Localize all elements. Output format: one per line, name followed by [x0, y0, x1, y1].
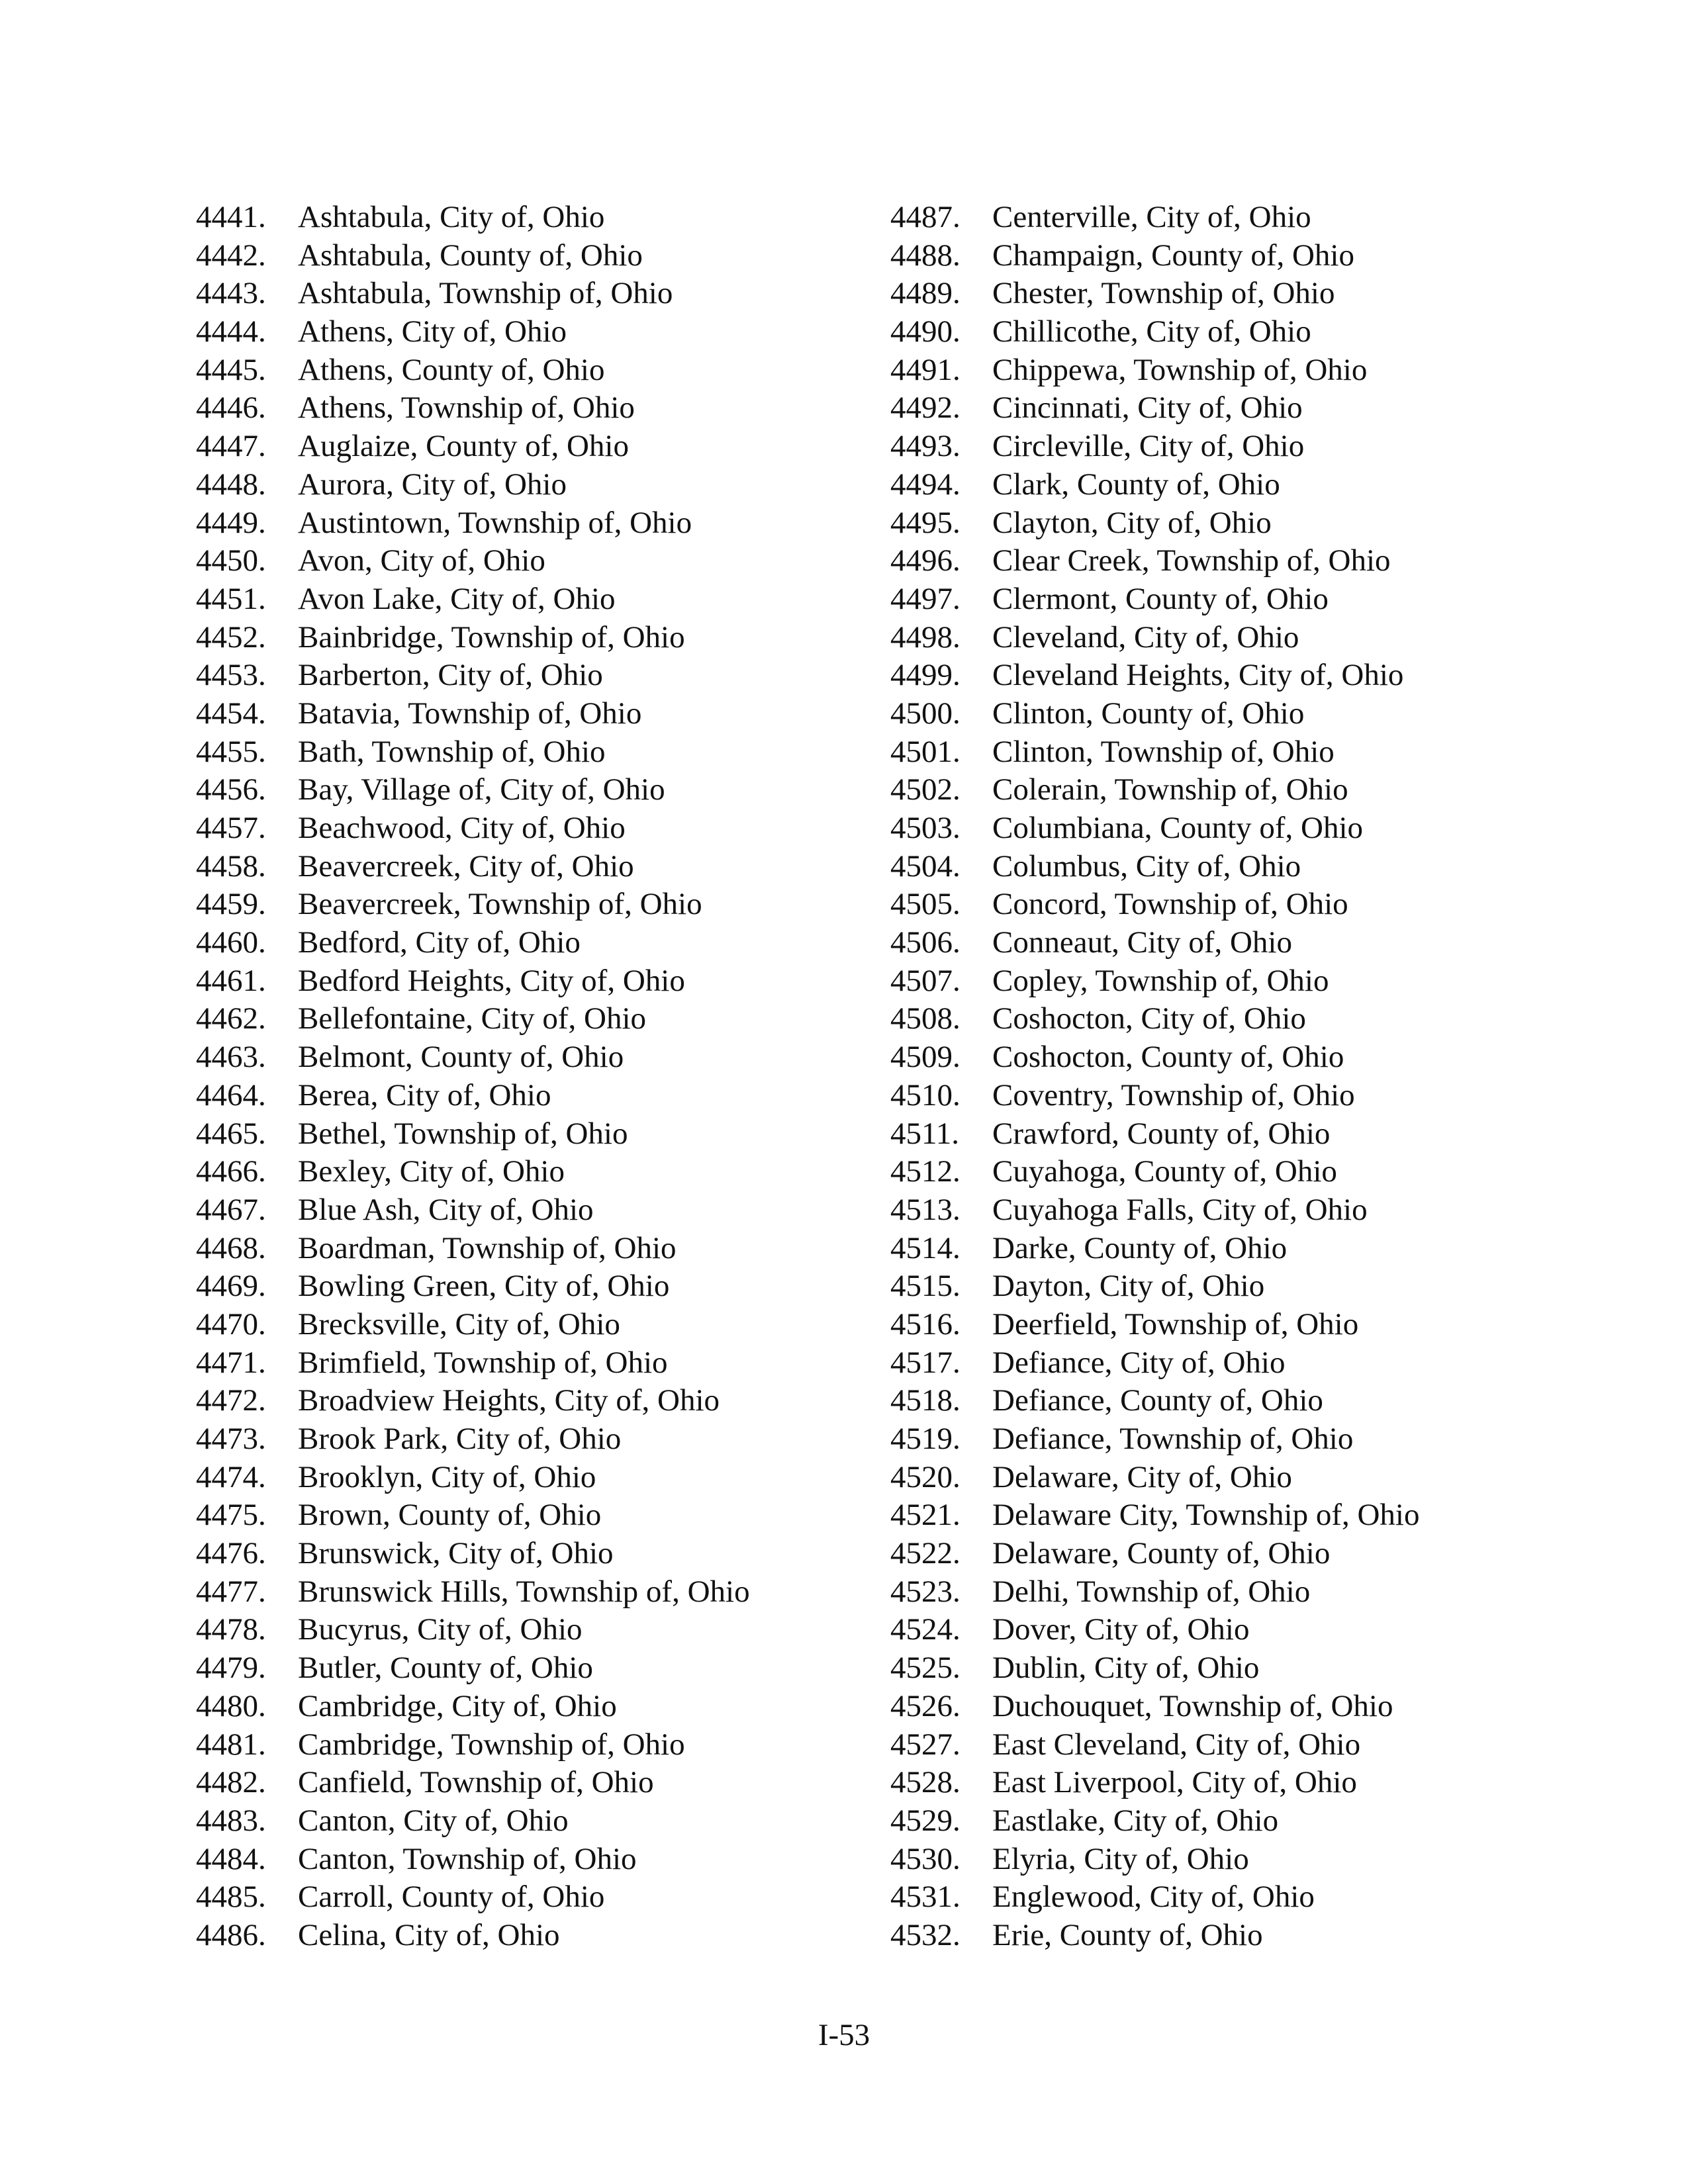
list-item: [890, 199, 1585, 237]
entry-name: Bath, Township of, Ohio: [298, 734, 606, 769]
list-item: [890, 1077, 1585, 1115]
entry-name: Bucyrus, City of, Ohio: [298, 1612, 583, 1647]
entry-number: 4529.: [890, 1803, 961, 1838]
list-item: [890, 657, 1585, 695]
list-item: [890, 1267, 1585, 1306]
entry-name: Bay, Village of, City of, Ohio: [298, 772, 665, 807]
list-item: [890, 313, 1585, 351]
entry-name: Austintown, Township of, Ohio: [298, 505, 692, 540]
entry-number: 4442.: [196, 238, 266, 273]
entry-name: Celina, City of, Ohio: [298, 1917, 560, 1952]
entry-name: Eastlake, City of, Ohio: [992, 1803, 1279, 1838]
list-item: [196, 1496, 858, 1535]
entry-name: Defiance, County of, Ohio: [992, 1383, 1323, 1418]
entry-number: 4499.: [890, 658, 961, 693]
entry-number: 4498.: [890, 619, 961, 655]
list-item: [890, 389, 1585, 428]
entry-name: Defiance, Township of, Ohio: [992, 1422, 1354, 1456]
list-item: [196, 1841, 858, 1879]
entry-number: 4531.: [890, 1880, 961, 1915]
entry-number: 4453.: [196, 658, 266, 693]
list-item: [890, 1000, 1585, 1038]
entry-number: 4474.: [196, 1459, 266, 1494]
list-item: [890, 733, 1585, 772]
entry-number: 4443.: [196, 276, 266, 311]
entry-name: Dublin, City of, Ohio: [992, 1651, 1260, 1686]
list-item: [196, 962, 858, 1001]
entry-name: Boardman, Township of, Ohio: [298, 1230, 677, 1265]
entry-number: 4452.: [196, 619, 266, 655]
list-item: [196, 848, 858, 886]
entry-name: Delaware, City of, Ohio: [992, 1459, 1292, 1494]
entry-name: Clermont, County of, Ohio: [992, 581, 1329, 616]
entry-name: Athens, City of, Ohio: [298, 314, 567, 349]
entry-name: Beachwood, City of, Ohio: [298, 811, 626, 845]
list-item: [890, 1802, 1585, 1841]
entry-name: Cleveland, City of, Ohio: [992, 619, 1299, 655]
entry-number: 4473.: [196, 1422, 266, 1456]
entry-number: 4450.: [196, 543, 266, 578]
list-item: [890, 962, 1585, 1001]
list-item: [196, 695, 858, 733]
entry-name: Delaware, County of, Ohio: [992, 1536, 1331, 1571]
list-item: [196, 351, 858, 390]
list-item: [196, 1878, 858, 1917]
entry-name: Englewood, City of, Ohio: [992, 1880, 1315, 1915]
entry-name: Conneaut, City of, Ohio: [992, 925, 1292, 960]
list-item: [196, 1267, 858, 1306]
entry-number: 4465.: [196, 1116, 266, 1151]
list-item: [890, 351, 1585, 390]
list-item: [196, 1306, 858, 1344]
entry-name: Darke, County of, Ohio: [992, 1230, 1288, 1265]
entry-name: Chippewa, Township of, Ohio: [992, 352, 1368, 387]
entry-name: Erie, County of, Ohio: [992, 1917, 1263, 1952]
list-item: [196, 619, 858, 657]
list-item: [890, 1878, 1585, 1917]
right-column-list: [890, 199, 1585, 1955]
entry-number: 4500.: [890, 696, 961, 731]
list-item: [196, 237, 858, 275]
list-item: [890, 1459, 1585, 1497]
list-item: [890, 1726, 1585, 1764]
entry-number: 4495.: [890, 505, 961, 540]
entry-number: 4445.: [196, 352, 266, 387]
entry-name: Cincinnati, City of, Ohio: [992, 390, 1303, 426]
list-item: [890, 1306, 1585, 1344]
entry-name: Ashtabula, Township of, Ohio: [298, 276, 673, 311]
list-item: [890, 1191, 1585, 1230]
list-item: [890, 275, 1585, 313]
entry-name: Coshocton, County of, Ohio: [992, 1040, 1344, 1075]
entry-name: Barberton, City of, Ohio: [298, 658, 603, 693]
entry-number: 4514.: [890, 1230, 961, 1265]
list-item: [890, 1344, 1585, 1383]
entry-name: Brown, County of, Ohio: [298, 1498, 602, 1533]
entry-number: 4449.: [196, 505, 266, 540]
entry-name: Clear Creek, Township of, Ohio: [992, 543, 1391, 578]
list-item: [196, 1038, 858, 1077]
entry-name: Bedford Heights, City of, Ohio: [298, 963, 685, 998]
list-item: [196, 1764, 858, 1802]
entry-number: 4472.: [196, 1383, 266, 1418]
entry-number: 4509.: [890, 1040, 961, 1075]
list-item: [196, 580, 858, 619]
entry-number: 4527.: [890, 1727, 961, 1762]
entry-name: Beavercreek, City of, Ohio: [298, 848, 634, 884]
entry-number: 4513.: [890, 1192, 961, 1227]
entry-name: Cambridge, City of, Ohio: [298, 1688, 617, 1723]
entry-number: 4447.: [196, 429, 266, 464]
entry-number: 4508.: [890, 1001, 961, 1036]
entry-name: Crawford, County of, Ohio: [992, 1116, 1331, 1151]
entry-number: 4518.: [890, 1383, 961, 1418]
list-item: [890, 1496, 1585, 1535]
list-item: [196, 1382, 858, 1420]
entry-number: 4502.: [890, 772, 961, 807]
entry-number: 4516.: [890, 1306, 961, 1342]
entry-name: Avon Lake, City of, Ohio: [298, 581, 616, 616]
entry-number: 4517.: [890, 1345, 961, 1380]
entry-name: Brooklyn, City of, Ohio: [298, 1459, 596, 1494]
entry-number: 4530.: [890, 1841, 961, 1876]
entry-name: Circleville, City of, Ohio: [992, 429, 1305, 464]
entry-name: Clinton, County of, Ohio: [992, 696, 1305, 731]
list-item: [890, 886, 1585, 924]
entry-name: Ashtabula, City of, Ohio: [298, 200, 605, 234]
entry-number: 4484.: [196, 1841, 266, 1876]
entry-number: 4467.: [196, 1192, 266, 1227]
entry-name: Canton, City of, Ohio: [298, 1803, 569, 1838]
entry-name: Delaware City, Township of, Ohio: [992, 1498, 1420, 1533]
list-item: [196, 428, 858, 466]
list-item: [890, 771, 1585, 809]
list-item: [890, 1230, 1585, 1268]
entry-number: 4470.: [196, 1306, 266, 1342]
entry-number: 4459.: [196, 887, 266, 922]
entry-name: Columbiana, County of, Ohio: [992, 811, 1364, 845]
entry-number: 4526.: [890, 1688, 961, 1723]
entry-name: Copley, Township of, Ohio: [992, 963, 1329, 998]
entry-number: 4481.: [196, 1727, 266, 1762]
entry-name: East Cleveland, City of, Ohio: [992, 1727, 1361, 1762]
entry-name: Coshocton, City of, Ohio: [992, 1001, 1306, 1036]
entry-number: 4471.: [196, 1345, 266, 1380]
entry-number: 4455.: [196, 734, 266, 769]
entry-number: 4512.: [890, 1154, 961, 1189]
entry-name: Delhi, Township of, Ohio: [992, 1574, 1311, 1609]
entry-number: 4448.: [196, 467, 266, 502]
entry-number: 4460.: [196, 925, 266, 960]
entry-name: Athens, County of, Ohio: [298, 352, 605, 387]
list-item: [890, 1841, 1585, 1879]
list-item: [196, 1000, 858, 1038]
entry-number: 4486.: [196, 1917, 266, 1952]
list-item: [890, 466, 1585, 504]
entry-name: Clinton, Township of, Ohio: [992, 734, 1335, 769]
entry-name: Aurora, City of, Ohio: [298, 467, 567, 502]
list-item: [196, 1420, 858, 1459]
entry-number: 4478.: [196, 1612, 266, 1647]
list-item: [890, 1038, 1585, 1077]
list-item: [196, 1688, 858, 1726]
entry-name: Dayton, City of, Ohio: [992, 1269, 1265, 1304]
entry-number: 4504.: [890, 848, 961, 884]
entry-name: Bellefontaine, City of, Ohio: [298, 1001, 647, 1036]
entry-number: 4532.: [890, 1917, 961, 1952]
list-item: [196, 389, 858, 428]
entry-name: Brecksville, City of, Ohio: [298, 1306, 620, 1342]
list-item: [890, 1573, 1585, 1612]
entry-name: Dover, City of, Ohio: [992, 1612, 1250, 1647]
entry-number: 4523.: [890, 1574, 961, 1609]
entry-number: 4506.: [890, 925, 961, 960]
entry-name: Brook Park, City of, Ohio: [298, 1422, 622, 1456]
entry-number: 4451.: [196, 581, 266, 616]
list-item: [196, 1726, 858, 1764]
entry-name: Canton, Township of, Ohio: [298, 1841, 637, 1876]
entry-number: 4462.: [196, 1001, 266, 1036]
entry-number: 4468.: [196, 1230, 266, 1265]
entry-name: Clayton, City of, Ohio: [992, 505, 1272, 540]
entry-number: 4480.: [196, 1688, 266, 1723]
entry-number: 4520.: [890, 1459, 961, 1494]
entry-name: Bainbridge, Township of, Ohio: [298, 619, 685, 655]
entry-number: 4490.: [890, 314, 961, 349]
entry-name: Champaign, County of, Ohio: [992, 238, 1354, 273]
list-item: [196, 313, 858, 351]
list-item: [196, 1077, 858, 1115]
entry-number: 4507.: [890, 963, 961, 998]
list-item: [196, 1191, 858, 1230]
entry-name: Carroll, County of, Ohio: [298, 1880, 605, 1915]
entry-name: Centerville, City of, Ohio: [992, 200, 1311, 234]
entry-number: 4494.: [890, 467, 961, 502]
list-item: [890, 848, 1585, 886]
list-item: [196, 809, 858, 848]
list-item: [890, 1649, 1585, 1688]
entry-number: 4441.: [196, 200, 266, 234]
entry-name: Broadview Heights, City of, Ohio: [298, 1383, 720, 1418]
list-item: [890, 504, 1585, 543]
entry-number: 4503.: [890, 811, 961, 845]
entry-number: 4496.: [890, 543, 961, 578]
entry-number: 4463.: [196, 1040, 266, 1075]
entry-number: 4524.: [890, 1612, 961, 1647]
list-item: [196, 275, 858, 313]
entry-name: Cambridge, Township of, Ohio: [298, 1727, 685, 1762]
entry-number: 4511.: [890, 1116, 960, 1151]
entry-number: 4489.: [890, 276, 961, 311]
entry-name: Ashtabula, County of, Ohio: [298, 238, 643, 273]
entry-number: 4479.: [196, 1651, 266, 1686]
entry-number: 4457.: [196, 811, 266, 845]
entry-name: Bowling Green, City of, Ohio: [298, 1269, 670, 1304]
entry-number: 4477.: [196, 1574, 266, 1609]
list-item: [196, 657, 858, 695]
entry-name: Columbus, City of, Ohio: [992, 848, 1301, 884]
list-item: [196, 542, 858, 580]
entry-number: 4482.: [196, 1765, 266, 1800]
list-item: [196, 1344, 858, 1383]
entry-name: Canfield, Township of, Ohio: [298, 1765, 654, 1800]
list-item: [196, 1230, 858, 1268]
entry-number: 4458.: [196, 848, 266, 884]
entry-number: 4522.: [890, 1536, 961, 1571]
entry-number: 4469.: [196, 1269, 266, 1304]
entry-number: 4461.: [196, 963, 266, 998]
entry-name: Avon, City of, Ohio: [298, 543, 545, 578]
list-item: [890, 695, 1585, 733]
list-item: [196, 1649, 858, 1688]
left-column-list: [196, 199, 858, 1955]
list-item: [196, 1115, 858, 1154]
entry-name: Auglaize, County of, Ohio: [298, 429, 629, 464]
entry-name: Defiance, City of, Ohio: [992, 1345, 1286, 1380]
list-item: [890, 1115, 1585, 1154]
list-item: [890, 1764, 1585, 1802]
entry-number: 4466.: [196, 1154, 266, 1189]
list-item: [196, 886, 858, 924]
entry-number: 4528.: [890, 1765, 961, 1800]
list-item: [890, 1153, 1585, 1191]
list-item: [890, 428, 1585, 466]
list-item: [890, 1535, 1585, 1573]
list-item: [890, 809, 1585, 848]
entry-number: 4446.: [196, 390, 266, 426]
entry-name: Colerain, Township of, Ohio: [992, 772, 1348, 807]
list-item: [196, 771, 858, 809]
entry-name: Athens, Township of, Ohio: [298, 390, 635, 426]
entry-number: 4505.: [890, 887, 961, 922]
entry-number: 4525.: [890, 1651, 961, 1686]
list-item: [890, 1420, 1585, 1459]
list-item: [890, 580, 1585, 619]
entry-number: 4510.: [890, 1077, 961, 1113]
entry-number: 4521.: [890, 1498, 961, 1533]
entry-name: Blue Ash, City of, Ohio: [298, 1192, 594, 1227]
entry-number: 4475.: [196, 1498, 266, 1533]
entry-name: Elyria, City of, Ohio: [992, 1841, 1249, 1876]
entry-name: Chester, Township of, Ohio: [992, 276, 1335, 311]
entry-number: 4454.: [196, 696, 266, 731]
list-item: [890, 619, 1585, 657]
list-item: [196, 1153, 858, 1191]
entry-name: Cleveland Heights, City of, Ohio: [992, 658, 1404, 693]
entry-name: Brunswick Hills, Township of, Ohio: [298, 1574, 750, 1609]
entry-number: 4488.: [890, 238, 961, 273]
entry-name: Butler, County of, Ohio: [298, 1651, 593, 1686]
list-item: [196, 1802, 858, 1841]
entry-name: Cuyahoga Falls, City of, Ohio: [992, 1192, 1368, 1227]
entry-name: Bethel, Township of, Ohio: [298, 1116, 628, 1151]
entry-name: Deerfield, Township of, Ohio: [992, 1306, 1359, 1342]
list-item: [196, 1611, 858, 1649]
page-number: I-53: [818, 2018, 870, 2052]
entry-number: 4493.: [890, 429, 961, 464]
entry-number: 4497.: [890, 581, 961, 616]
entry-name: Brunswick, City of, Ohio: [298, 1536, 614, 1571]
entry-name: Brimfield, Township of, Ohio: [298, 1345, 668, 1380]
list-item: [196, 504, 858, 543]
entry-name: Clark, County of, Ohio: [992, 467, 1280, 502]
list-item: [890, 1917, 1585, 1955]
entry-name: Cuyahoga, County of, Ohio: [992, 1154, 1337, 1189]
entry-name: Beavercreek, Township of, Ohio: [298, 887, 702, 922]
list-item: [196, 199, 858, 237]
entry-name: Chillicothe, City of, Ohio: [992, 314, 1311, 349]
list-item: [196, 1535, 858, 1573]
entry-name: Berea, City of, Ohio: [298, 1077, 551, 1113]
entry-name: Belmont, County of, Ohio: [298, 1040, 624, 1075]
entry-number: 4464.: [196, 1077, 266, 1113]
entry-number: 4492.: [890, 390, 961, 426]
list-item: [890, 542, 1585, 580]
entry-number: 4487.: [890, 200, 961, 234]
entry-name: Coventry, Township of, Ohio: [992, 1077, 1355, 1113]
entry-name: East Liverpool, City of, Ohio: [992, 1765, 1357, 1800]
entry-number: 4491.: [890, 352, 961, 387]
list-item: [196, 924, 858, 962]
entry-name: Duchouquet, Township of, Ohio: [992, 1688, 1393, 1723]
list-item: [196, 1917, 858, 1955]
entry-number: 4519.: [890, 1422, 961, 1456]
entry-number: 4444.: [196, 314, 266, 349]
list-item: [890, 924, 1585, 962]
list-item: [196, 1459, 858, 1497]
list-item: [890, 1382, 1585, 1420]
entry-name: Bexley, City of, Ohio: [298, 1154, 565, 1189]
entry-number: 4515.: [890, 1269, 961, 1304]
entry-name: Batavia, Township of, Ohio: [298, 696, 642, 731]
entry-name: Bedford, City of, Ohio: [298, 925, 581, 960]
list-item: [196, 466, 858, 504]
list-item: [196, 733, 858, 772]
list-item: [890, 237, 1585, 275]
list-item: [890, 1688, 1585, 1726]
list-item: [890, 1611, 1585, 1649]
entry-number: 4476.: [196, 1536, 266, 1571]
entry-number: 4483.: [196, 1803, 266, 1838]
entry-number: 4485.: [196, 1880, 266, 1915]
entry-number: 4456.: [196, 772, 266, 807]
entry-number: 4501.: [890, 734, 961, 769]
list-item: [196, 1573, 858, 1612]
entry-name: Concord, Township of, Ohio: [992, 887, 1348, 922]
